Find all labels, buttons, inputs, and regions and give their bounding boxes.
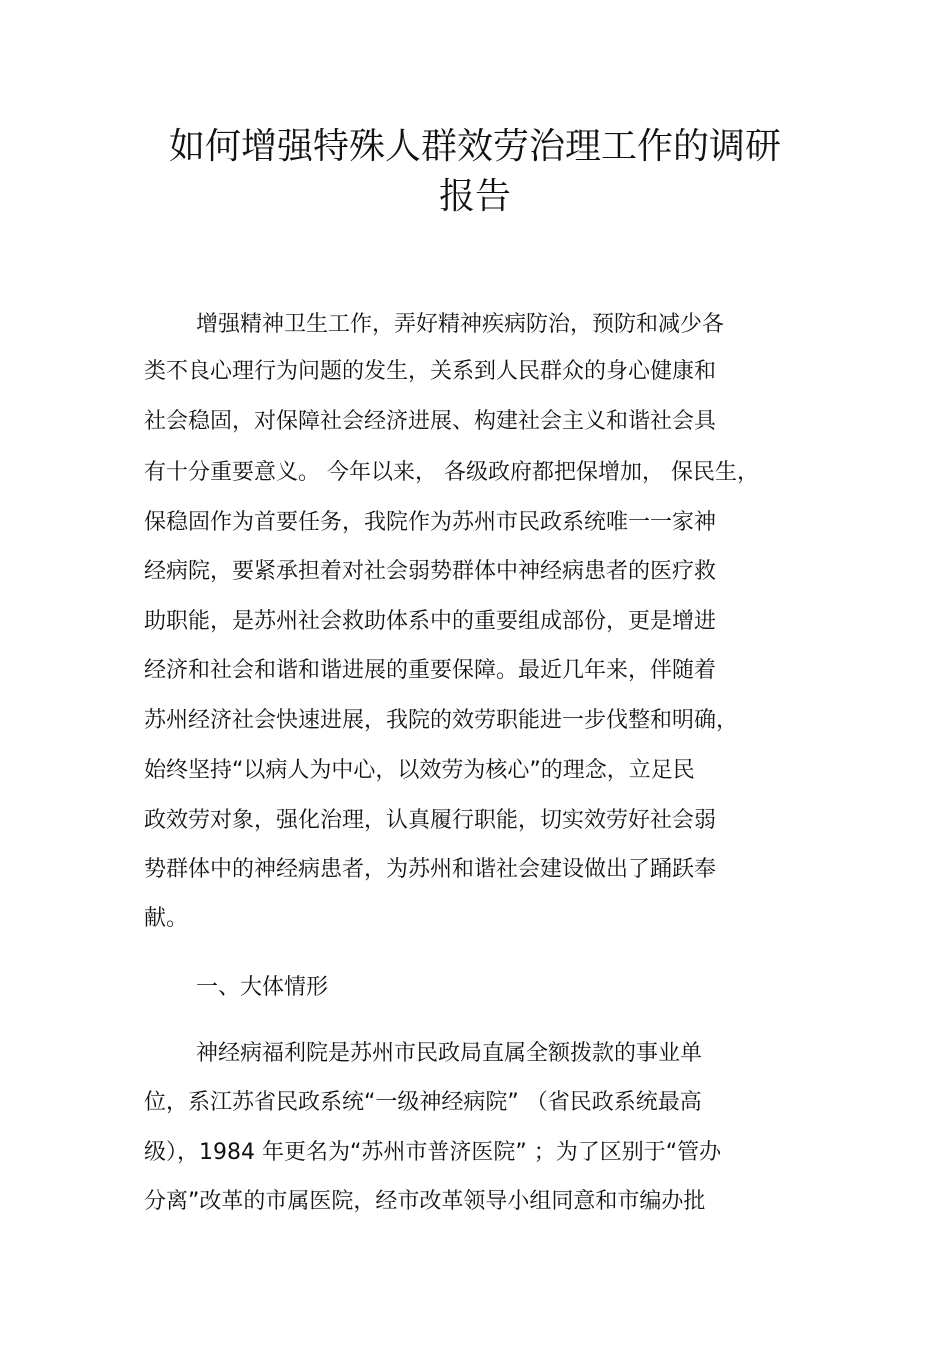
paragraph-1-line: 类不良心理行为问题的发生，关系到人民群众的身心健康和 <box>144 359 717 384</box>
paragraph-1-line: 有十分重要意义。 今年以来， 各级政府都把保增加， 保民生， <box>144 460 759 485</box>
paragraph-1-line: 助职能，是苏州社会救助体系中的重要组成部份，更是增进 <box>144 609 717 634</box>
paragraph-1-line: 社会稳固，对保障社会经济进展、构建社会主义和谐社会具 <box>144 409 717 434</box>
paragraph-1-line: 经病院，要紧承担着对社会弱势群体中神经病患者的医疗救 <box>144 559 717 584</box>
section-heading: 一、大体情形 <box>196 975 329 1000</box>
paragraph-1-line: 政效劳对象，强化治理，认真履行职能，切实效劳好社会弱 <box>144 808 717 833</box>
paragraph-2-line: 位，系江苏省民政系统“一级神经病院” （省民政系统最高 <box>144 1090 702 1115</box>
paragraph-2-line: 级），1984 年更名为“苏州市普济医院” ；为了区别于“管办 <box>144 1140 722 1165</box>
paragraph-1-line: 苏州经济社会快速进展，我院的效劳职能进一步伐整和明确， <box>144 708 739 733</box>
document-title-line-1: 如何增强特殊人群效劳治理工作的调研 <box>168 126 781 167</box>
document-title-line-2: 报告 <box>438 176 511 217</box>
paragraph-1-line: 势群体中的神经病患者，为苏州和谐社会建设做出了踊跃奉 <box>144 857 717 882</box>
paragraph-2-line: 神经病福利院是苏州市民政局直属全额拨款的事业单 <box>196 1041 703 1066</box>
paragraph-1-line: 经济和社会和谐和谐进展的重要保障。最近几年来，伴随着 <box>144 658 717 683</box>
paragraph-1-line: 献。 <box>144 906 189 931</box>
paragraph-1-line: 保稳固作为首要任务，我院作为苏州市民政系统唯一一家神 <box>144 510 717 535</box>
paragraph-1-line: 始终坚持“以病人为中心，以效劳为核心”的理念，立足民 <box>144 758 695 783</box>
paragraph-1-line: 增强精神卫生工作，弄好精神疾病防治，预防和减少各 <box>196 312 725 337</box>
paragraph-2-line: 分离”改革的市属医院，经市改革领导小组同意和市编办批 <box>144 1189 706 1214</box>
